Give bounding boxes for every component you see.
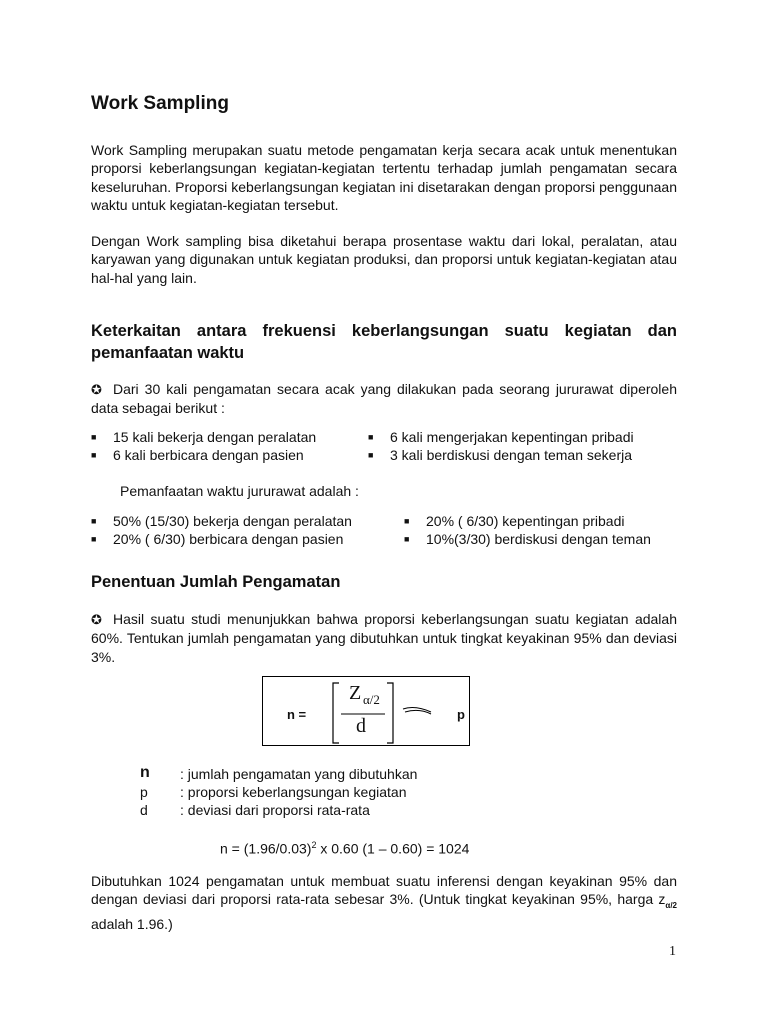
formula-denominator: d <box>356 715 366 737</box>
square-bullet-icon: ■ <box>404 534 410 545</box>
square-bullet-icon: ■ <box>91 516 97 526</box>
definition-value-n: : jumlah pengamatan yang dibutuhkan <box>180 766 418 782</box>
conclusion-paragraph: Dibutuhkan 1024 pengamatan untuk membuat suatu inferensi dengan keyakinan 95% dan dengan deviasi dari proporsi rata-rata sebesar 3%. (Untuk tingkat keyakinan 95%, harga $z_{\alpha/2}$ adalah 1.96.) <box>91 873 677 933</box>
list-item: ■ 20% ( 6/30) kepentingan pribadi <box>404 513 625 529</box>
square-bullet-icon: ■ <box>91 432 97 442</box>
page-title: Work Sampling <box>91 93 229 114</box>
square-bullet-icon: ■ <box>91 450 97 461</box>
list-item: ■ 6 kali berbicara dengan pasien <box>91 447 304 464</box>
page-number: 1 <box>669 944 676 959</box>
formula-lhs: n = <box>287 707 307 722</box>
circle-bullet-icon: ✪ <box>91 612 102 627</box>
usage-list-left <box>91 512 352 549</box>
list-item: ■ 50% (15/30) bekerja dengan peralatan <box>91 513 352 529</box>
formula-rhs: p <box>457 707 465 722</box>
formula-box <box>262 676 470 746</box>
definition-value-d: : deviasi dari proporsi rata-rata <box>180 802 370 818</box>
square-bullet-icon: ■ <box>404 516 410 526</box>
section-heading-keterkaitan: Keterkaitan antara frekuensi keberlangsungan suatu kegiatan dan pemanfaatan waktu <box>91 322 677 362</box>
section-heading-penentuan: Penentuan Jumlah Pengamatan <box>91 573 341 591</box>
formula-brackets <box>263 677 471 747</box>
intro-paragraph-1: Work Sampling merupakan suatu metode pengamatan kerja secara acak untuk menentukan proporsi keberlangsungan kegiatan-kegiatan tertentu terhadap jumlah pengamatan secara keseluruhan. Proporsi keberlangsungan kegiatan ini disetarakan dengan proporsi penggunaan waktu untuk kegiatan-kegiatan tersebut. <box>91 142 677 213</box>
list-item: ■ 6 kali mengerjakan kepentingan pribadi <box>368 429 634 445</box>
conclusion-subscript: α/2 <box>665 901 677 911</box>
usage-intro: Pemanfaatan waktu jururawat adalah : <box>120 483 359 499</box>
usage-list-right <box>404 512 651 549</box>
list-item: ■ 3 kali berdiskusi dengan teman sekerja <box>368 447 633 464</box>
activities-list-right <box>368 428 634 465</box>
definition-key-d: d <box>140 802 148 818</box>
definition-value-p: : proporsi keberlangsungan kegiatan <box>180 784 407 800</box>
square-bullet-icon: ■ <box>91 534 97 545</box>
list-item: ■ 20% ( 6/30) berbicara dengan pasien <box>91 531 344 548</box>
formula-z: Z <box>349 682 362 704</box>
definition-key-n: n <box>140 764 150 781</box>
definition-key-p: p <box>140 784 148 800</box>
calculation-exponent: 2 <box>311 840 317 850</box>
formula-z-subscript: α/2 <box>363 692 380 707</box>
list-item: ■ 15 kali bekerja dengan peralatan <box>91 429 317 445</box>
example-text: Dari 30 kali pengamatan secara acak yang dilakukan pada seorang jururawat diperoleh data sebagai berikut : <box>91 381 677 417</box>
square-bullet-icon: ■ <box>368 450 374 461</box>
problem-text: Hasil suatu studi menunjukkan bahwa proporsi keberlangsungan suatu kegiatan adalah 60%. Tentukan jumlah pengamatan yang dibutuhkan untuk tingkat keyakinan 95% dan deviasi 3%. <box>91 611 677 665</box>
circle-bullet-icon: ✪ <box>91 382 102 397</box>
activities-list-left <box>91 428 316 465</box>
problem-paragraph <box>91 610 677 666</box>
intro-paragraph-2: Dengan Work sampling bisa diketahui berapa prosentase waktu dari lokal, peralatan, atau karyawan yang digunakan untuk kegiatan produksi, dan proporsi untuk kegiatan-kegiatan atau hal-hal yang lain. <box>91 233 677 286</box>
square-bullet-icon: ■ <box>368 432 374 442</box>
example-paragraph <box>91 380 677 418</box>
list-item: ■ 10%(3/30) berdiskusi dengan teman <box>404 531 651 548</box>
calculation-line: $n = (1.96/0.03)^2$ x 0.60 (1 – 0.60) = 1024 <box>220 840 470 857</box>
